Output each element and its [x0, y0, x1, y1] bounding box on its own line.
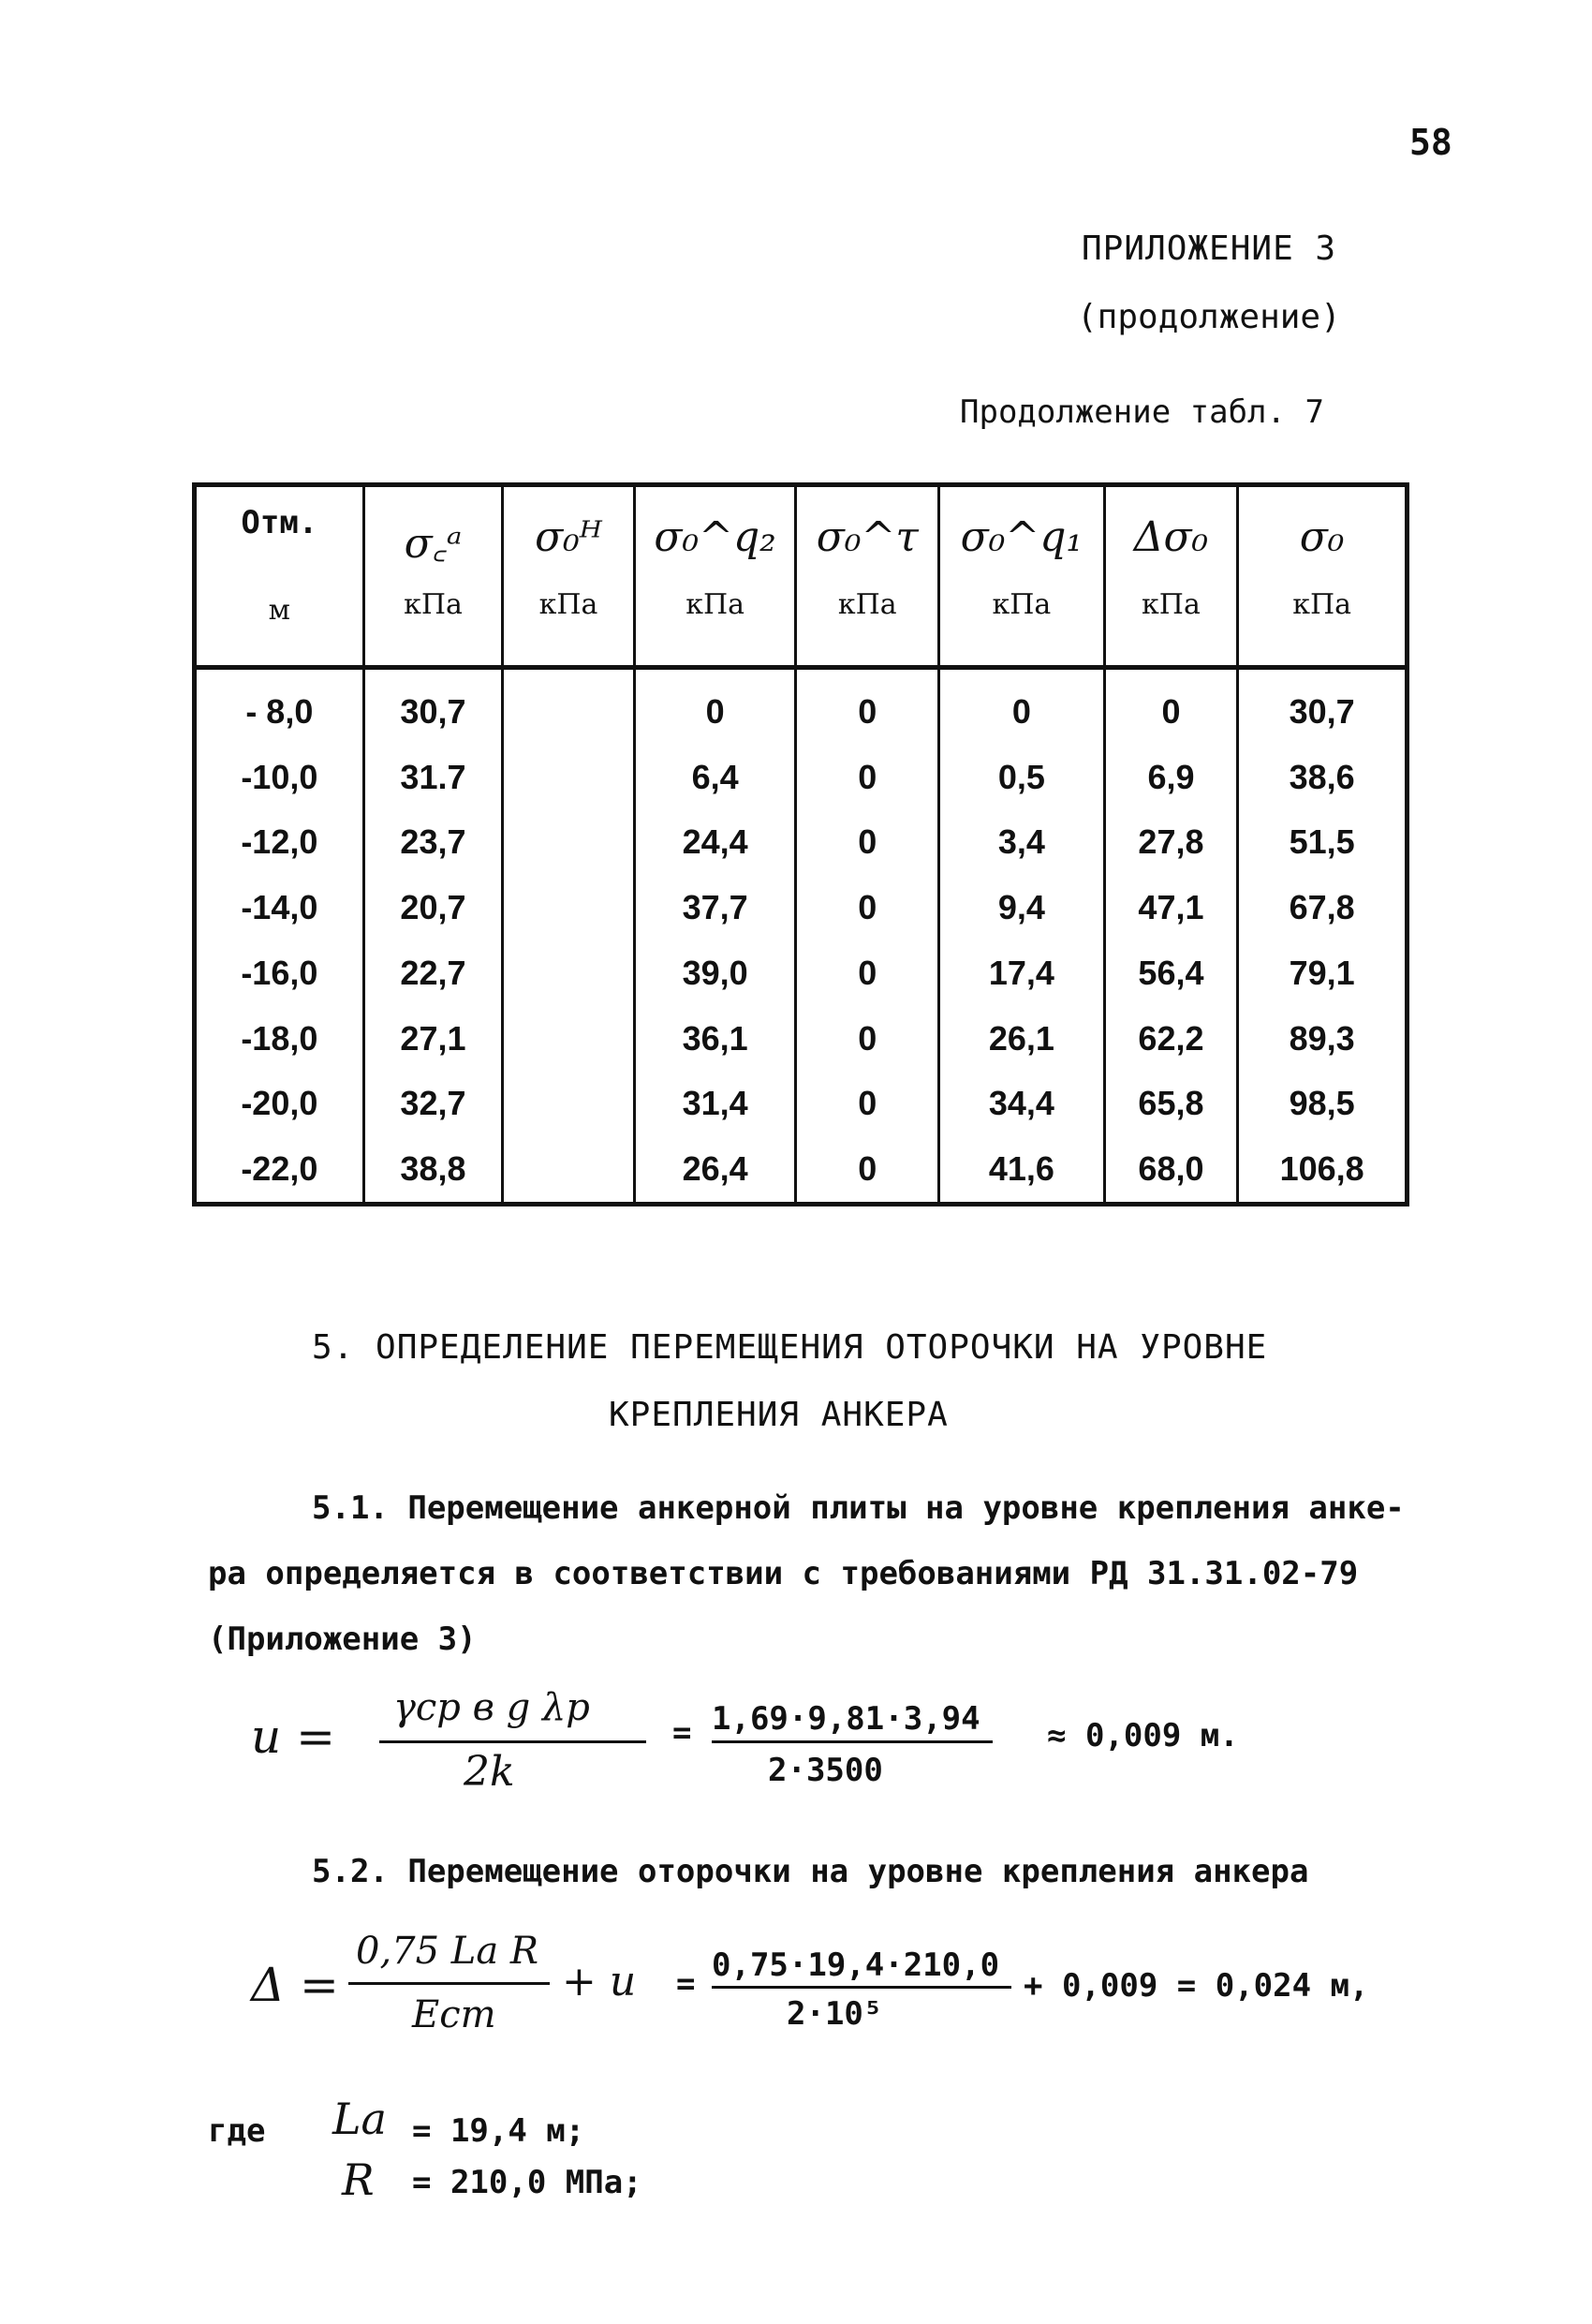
table-cell: 23,7: [363, 810, 503, 876]
table-cell: 0: [634, 668, 796, 745]
table-cell: 36,1: [634, 1006, 796, 1072]
table-cell: 37,7: [634, 875, 796, 940]
table-cell: 24,4: [634, 810, 796, 876]
paragraph-5-1-line1: 5.1. Перемещение анкерной плиты на уровне крепления анке-: [312, 1489, 1405, 1527]
table-cell: 62,2: [1104, 1006, 1238, 1072]
table-cell: [503, 940, 635, 1006]
table-cell: 67,8: [1238, 875, 1408, 940]
table-cell: 0: [796, 810, 939, 876]
header-sigma-0: σ₀ кПа: [1238, 485, 1408, 668]
table-row: [195, 1006, 1408, 1072]
table-cell: 89,3: [1238, 1006, 1408, 1072]
table-row: [195, 1136, 1408, 1204]
table-cell: 27,8: [1104, 810, 1238, 876]
table-cell: 39,0: [634, 940, 796, 1006]
table-row: [195, 875, 1408, 940]
table-cell: 0: [796, 1006, 939, 1072]
table-cell: 47,1: [1104, 875, 1238, 940]
where-symbol-r: R: [342, 2154, 375, 2205]
table-cell: 0: [796, 668, 939, 745]
stress-table: [192, 482, 1409, 1206]
table-cell: [503, 1006, 635, 1072]
table-cell: 32,7: [363, 1071, 503, 1136]
table-cell: 22,7: [363, 940, 503, 1006]
where-value-la: = 19,4 м;: [412, 2112, 585, 2150]
formula-u-numerator: γср в g λр: [393, 1686, 590, 1729]
table-cell: [503, 745, 635, 810]
formula-u-equals: =: [672, 1714, 692, 1752]
formula-delta-numerator: 0,75 La R: [356, 1930, 539, 1973]
table-cell: 0,5: [939, 745, 1105, 810]
table-header-row: [195, 485, 1408, 668]
fraction-line: [348, 1982, 550, 1985]
appendix-title: ПРИЛОЖЕНИЕ 3: [1082, 229, 1337, 268]
table-cell: 106,8: [1238, 1136, 1408, 1204]
appendix-continued: (продолжение): [1077, 298, 1341, 336]
table-cell: 27,1: [363, 1006, 503, 1072]
table-cell: 65,8: [1104, 1071, 1238, 1136]
table-cell: 31.7: [363, 745, 503, 810]
header-sigma-c-a: σ꜀ᵃ кПа: [363, 485, 503, 668]
table-cell: 6,9: [1104, 745, 1238, 810]
table-cell: [503, 1136, 635, 1204]
section-heading-line2: КРЕПЛЕНИЯ АНКЕРА: [609, 1396, 949, 1434]
formula-delta-values-denominator: 2·10⁵: [787, 1995, 883, 2033]
table-cell: 3,4: [939, 810, 1105, 876]
table-caption: Продолжение табл. 7: [960, 393, 1324, 431]
table-cell: - 8,0: [245, 691, 314, 731]
table-row: [195, 745, 1408, 810]
table-cell: 0: [796, 940, 939, 1006]
table-row: [195, 668, 1408, 745]
header-delta-sigma-0: Δσ₀ кПа: [1104, 485, 1238, 668]
table-cell: 17,4: [939, 940, 1105, 1006]
table-cell: 41,6: [939, 1136, 1105, 1204]
fraction-line: [379, 1740, 646, 1743]
formula-u-values-numerator: 1,69·9,81·3,94: [712, 1700, 980, 1738]
formula-u-result: ≈ 0,009 м.: [1047, 1717, 1239, 1754]
table-cell: [503, 668, 635, 745]
table-cell: 0: [939, 668, 1105, 745]
table-cell: 98,5: [1238, 1071, 1408, 1136]
table-cell: -22,0: [241, 1149, 318, 1189]
formula-u-denominator: 2k: [464, 1748, 515, 1796]
table-cell: 56,4: [1104, 940, 1238, 1006]
table-cell: 0: [796, 1071, 939, 1136]
table-cell: 26,4: [634, 1136, 796, 1204]
paragraph-5-1-line2: ра определяется в соответствии с требованиями РД 31.31.02-79: [208, 1555, 1359, 1592]
table-row: [195, 940, 1408, 1006]
table-cell: [503, 810, 635, 876]
table-cell: -14,0: [241, 888, 318, 927]
table-cell: -10,0: [241, 757, 318, 796]
table-cell: 6,4: [634, 745, 796, 810]
where-label: где: [208, 2112, 266, 2150]
table-cell: 79,1: [1238, 940, 1408, 1006]
paragraph-5-1-line3: (Приложение 3): [208, 1621, 477, 1658]
table-cell: 30,7: [363, 668, 503, 745]
formula-delta-lhs: Δ =: [251, 1958, 339, 2012]
fraction-line: [712, 1740, 993, 1743]
section-heading-line1: 5. ОПРЕДЕЛЕНИЕ ПЕРЕМЕЩЕНИЯ ОТОРОЧКИ НА УРОВНЕ: [312, 1328, 1268, 1367]
where-symbol-la: La: [332, 2094, 387, 2144]
header-sigma-0-h: σ₀ᴴ кПа: [503, 485, 635, 668]
header-sigma-0-q2: σ₀^q₂ кПа: [634, 485, 796, 668]
table-cell: 0: [796, 875, 939, 940]
header-sigma-0-q1: σ₀^q₁ кПа: [939, 485, 1105, 668]
header-sigma-0-tau: σ₀^τ кПа: [796, 485, 939, 668]
table-cell: 38,6: [1238, 745, 1408, 810]
table-cell: 38,8: [363, 1136, 503, 1204]
table-cell: 68,0: [1104, 1136, 1238, 1204]
table-cell: 20,7: [363, 875, 503, 940]
formula-u-values-denominator: 2·3500: [768, 1752, 883, 1789]
where-value-r: = 210,0 МПа;: [412, 2164, 642, 2201]
table-cell: -16,0: [241, 953, 318, 992]
table-cell: 34,4: [939, 1071, 1105, 1136]
formula-delta-denominator: Eст: [412, 1993, 496, 2036]
table-cell: -18,0: [241, 1018, 318, 1058]
formula-delta-values-numerator: 0,75·19,4·210,0: [712, 1947, 1000, 1984]
formula-delta-equals: =: [676, 1965, 696, 2003]
table-cell: 31,4: [634, 1071, 796, 1136]
table-cell: [503, 1071, 635, 1136]
table-cell: 26,1: [939, 1006, 1105, 1072]
table-cell: 0: [796, 1136, 939, 1204]
formula-delta-plus-u: + u: [562, 1958, 637, 2006]
table-cell: 51,5: [1238, 810, 1408, 876]
table-row: [195, 1071, 1408, 1136]
table-cell: 0: [1104, 668, 1238, 745]
table-cell: 0: [796, 745, 939, 810]
formula-u-lhs: u =: [251, 1710, 335, 1764]
table-row: [195, 810, 1408, 876]
fraction-line: [712, 1986, 1011, 1989]
paragraph-5-2: 5.2. Перемещение оторочки на уровне крепления анкера: [312, 1853, 1309, 1890]
table-cell: 9,4: [939, 875, 1105, 940]
table-cell: -12,0: [241, 822, 318, 862]
table-cell: [503, 875, 635, 940]
formula-delta-result: + 0,009 = 0,024 м,: [1024, 1967, 1369, 2005]
table-cell: 30,7: [1238, 668, 1408, 745]
page-number: 58: [1409, 122, 1452, 163]
table-cell: -20,0: [241, 1084, 318, 1123]
header-elevation: Отм. м: [195, 485, 364, 668]
